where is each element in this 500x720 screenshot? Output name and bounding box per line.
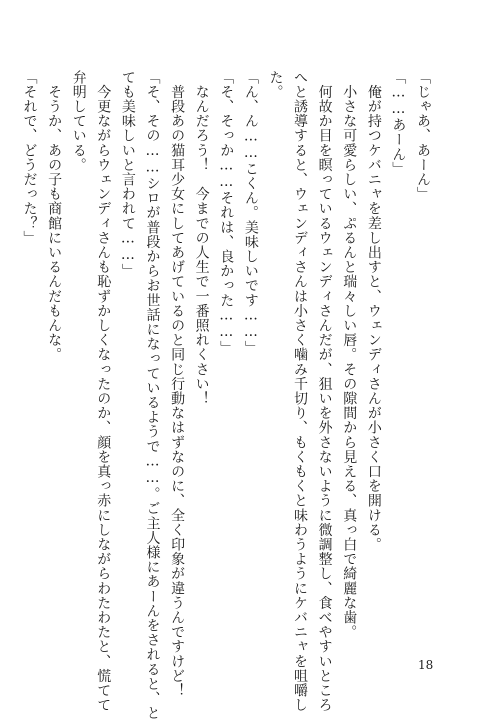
text-line: 「そ、その……シロが普段からお世話になっているようで……。ご主人様にあーんをされると、と	[144, 70, 161, 720]
text-line: 小さな可愛らしい、ぷるんと瑞々しい唇。その隙間から見える、真っ白で綺麗な歯。	[341, 70, 358, 640]
text-line: 「ん、ん……こくん。美味しいです……」	[242, 70, 259, 356]
text-line: 何故か目を瞑っているウェンディさんだが、狙いを外さないように微調整し、食べやすいところ	[316, 70, 333, 713]
text-line: ても美味しいと言われて……」	[119, 70, 136, 279]
text-line: 「じゃあ、あーん」	[415, 70, 431, 202]
text-line: なんだろう！ 今までの人生で一番照れくさい！	[193, 70, 210, 406]
text-line: 「……あーん」	[390, 70, 407, 177]
text-line: そうか、あの子も商館にいるんだもんな。	[46, 70, 63, 362]
text-line: た。	[267, 70, 284, 100]
text-line: 「そ、そっか……それは、良かった……」	[218, 70, 235, 356]
text-line: 「それで、どうだった？」	[21, 70, 38, 246]
text-line: 今更ながらウェンディさんも恥ずかしくなったのか、顔を真っ赤にしながらわたわたと、慌てて	[95, 70, 112, 713]
text-line: 弁明している。	[70, 70, 87, 173]
text-line: へと誘導すると、ウェンディさんは小さく噛み千切り、もくもくと味わうようにケバニャを咀嚼し	[292, 70, 309, 713]
page-number: 18	[418, 658, 434, 672]
text-line: 俺が持つケバニャを差し出すと、ウェンディさんが小さく口を開ける。	[365, 70, 382, 552]
text-line: 普段あの猫耳少女にしてあげているのと同じ行動なはずなのに、全く印象が違うんですけど！	[169, 70, 186, 698]
